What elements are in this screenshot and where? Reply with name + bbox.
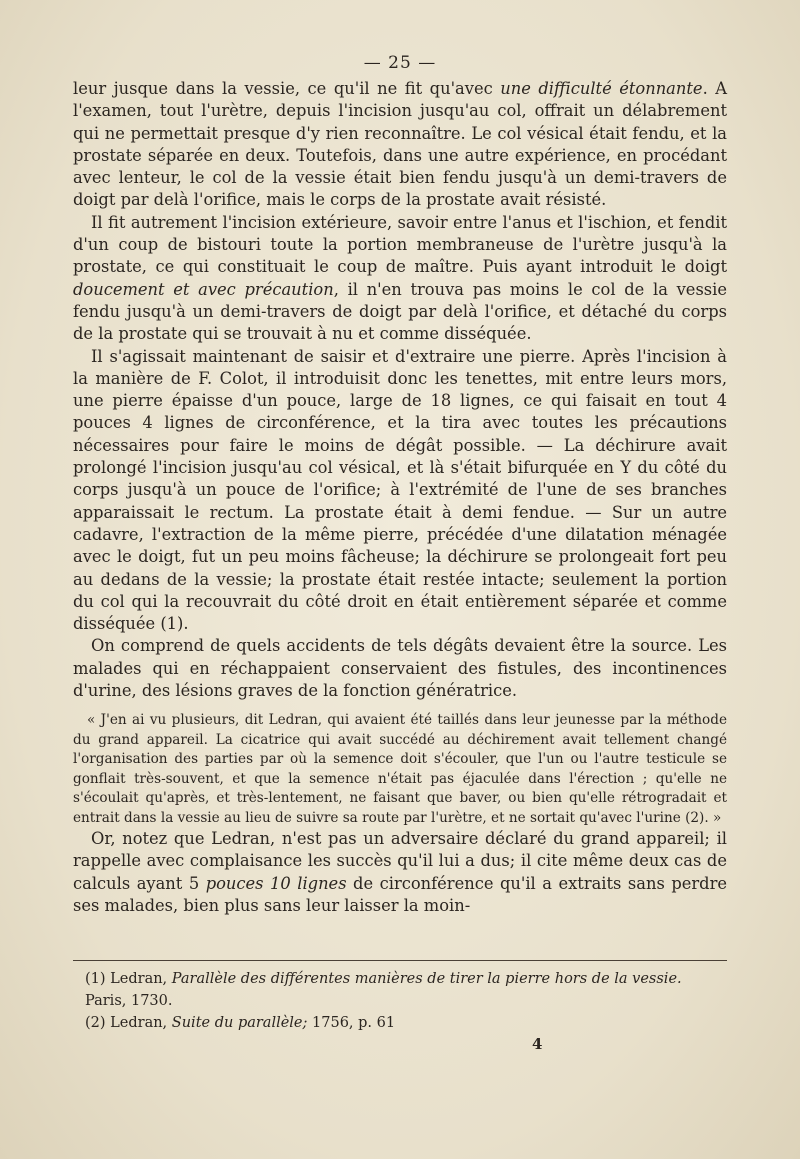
- paragraph-4: On comprend de quels accidents de tels dégâts devaient être la source. Les malades qui en réchappaient conservaient des fistules, des incontinences d'urine, des lésions graves de la fonction génératrice.: [73, 636, 727, 701]
- main-text: [73, 78, 727, 702]
- emphasis: une difficulté étonnante: [500, 79, 703, 98]
- footnotes: [85, 968, 725, 1034]
- footnote-divider: [73, 960, 727, 961]
- quotation-text: « J'en ai vu plusieurs, dit Ledran, qui avaient été taillés dans leur jeunesse par la méthode du grand appareil. La cicatrice qui avait succédé au déchirement avait tellement changé l'organisation des parties par où la semence doit s'écouler, que l'un ou l'autre testicule se gonflait très-souvent, et que la semence n'était pas éjaculée dans l'érection ; qu'elle ne s'écoulait qu'après, et très-lentement, ne faisant que baver, ou bien qu'elle rétrogradait et entrait dans la vessie au lieu de suivre sa route par l'urètre, et ne sortait qu'avec l'urine (2). »: [73, 712, 727, 826]
- signature-mark: 4: [532, 1035, 543, 1053]
- footnote-1: (1) Ledran, Parallèle des différentes manières de tirer la pierre hors de la vessie. Paris, 1730.: [85, 971, 682, 1009]
- footnote-2: (2) Ledran, Suite du parallèle; 1756, p. 61: [85, 1015, 396, 1031]
- paragraph-1: leur jusque dans la vessie, ce qu'il ne fit qu'avec une difficulté étonnante. A l'examen, tout l'urètre, depuis l'incision jusqu'au col, offrait un délabrement qui ne permettait presque d'y rien reconnaître. Le col vésical était fendu, et la prostate séparée en deux. Toutefois, dans une autre expérience, en procédant avec lenteur, le col de la vessie était bien fendu jusqu'à un demi-travers de doigt par delà l'orifice, mais le corps de la prostate avait résisté.: [73, 79, 728, 210]
- emphasis: doucement et avec précaution: [73, 279, 334, 299]
- paragraph-3: Il s'agissait maintenant de saisir et d'extraire une pierre. Après l'incision à la manière de F. Colot, il introduisit donc les tenettes, mit entre leurs mors, une pierre épaisse d'un pouce, large de 18 lignes, ce qui faisait en tout 4 pouces 4 lignes de circonférence, et la tira avec toutes les précautions nécessaires pour faire le moins de dégât possible. — La déchirure avait prolongé l'incision jusqu'au col vésical, et là s'était bifurquée en Y du côté du corps jusqu'à un pouce de l'orifice; à l'extrémité de l'une de ses branches apparaissait le rectum. La prostate était à demi fendue. — Sur un autre cadavre, l'extraction de la même pierre, précédée d'une dilatation ménagée avec le doigt, fut un peu moins fâcheuse; la déchirure se prolongeait fort peu au dedans de la vessie; la prostate était restée intacte; seulement la portion du col qui la recouvrait du côté droit en était entièrement séparée et comme disséquée (1).: [73, 346, 727, 634]
- paragraph-5: Or, notez que Ledran, n'est pas un adversaire déclaré du grand appareil; il rappelle avec complaisance les succès qu'il lui a dus; il cite même deux cas de calculs ayant 5 pouces 10 lignes de circonférence qu'il a extraits sans perdre ses malades, bien plus sans leur laisser la moin-: [73, 829, 727, 915]
- quotation-block: [73, 711, 727, 829]
- paragraph-2: Il fit autrement l'incision extérieure, savoir entre l'anus et l'ischion, et fendit d'un coup de bistouri toute la portion membraneuse de l'urètre jusqu'à la prostate, ce qui constituait le coup de maître. Puis ayant introduit le doigt doucement et avec précaution, il n'en trouva pas moins le col de la vessie fendu jusqu'à un demi-travers de doigt par delà l'orifice, et détaché du corps de la prostate qui se trouvait à nu et comme disséquée.: [73, 212, 727, 344]
- emphasis: pouces 10 lignes: [205, 873, 347, 893]
- main-text-continued: [73, 828, 727, 917]
- footnote-title: Suite du parallèle;: [171, 1015, 308, 1031]
- page-number: — 25 —: [363, 53, 437, 73]
- footnote-title: Parallèle des différentes manières de tirer la pierre hors de la vessie.: [171, 971, 682, 987]
